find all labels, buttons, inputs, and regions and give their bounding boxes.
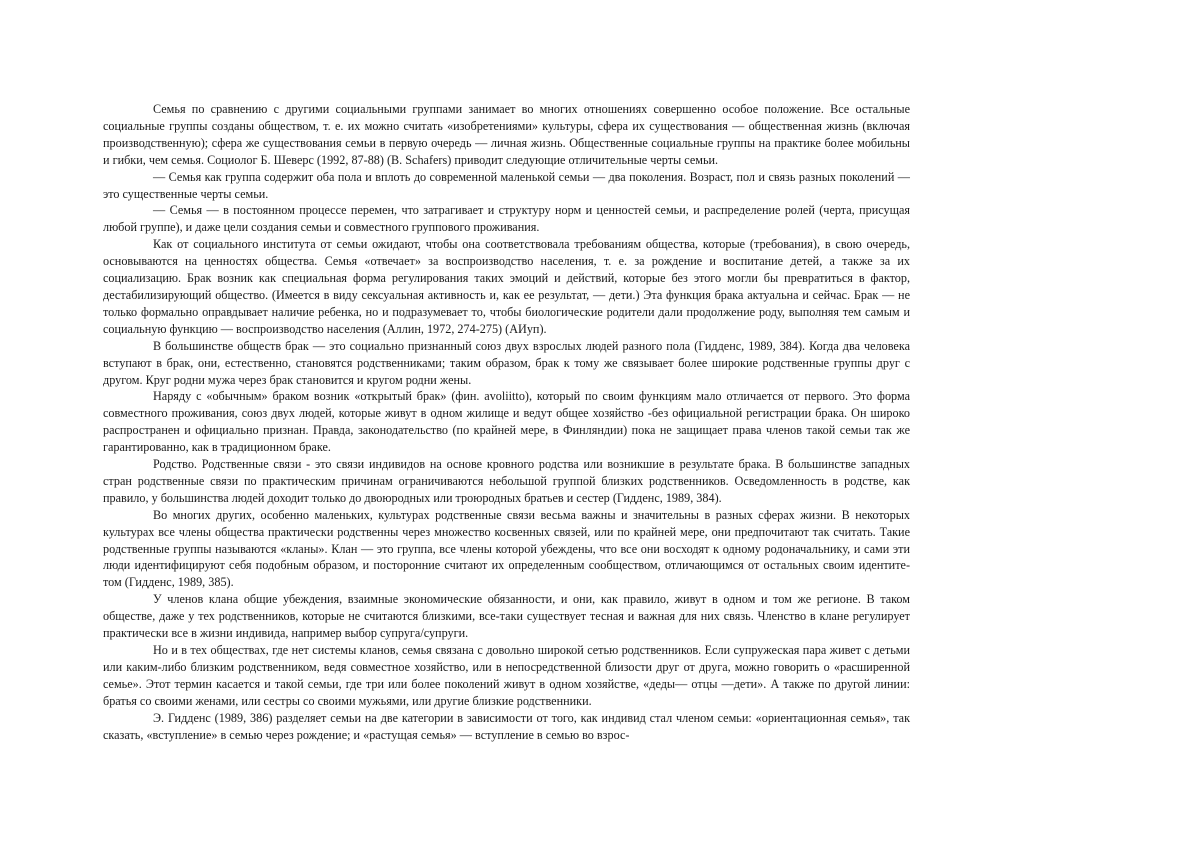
paragraph-1: Семья по сравнению с другими социальными группами занимает во многих отношениях совершенно особое положение. Все остальные социальные группы созданы обществом, т. е. их можно считать «изобретениями» культуры, сфера их существования — общественная жизнь (включая производственную); сфера же существования семьи в первую очередь — личная жизнь. Общественные социальные группы на практике более мобильны и гибки, чем семья. Социолог Б. Шеверс (1992, 87-88) (B. Schafers) приводит следующие отличительные черты семьи. xyxy=(103,102,910,167)
paragraph-7: Родство. Родственные связи - это связи индивидов на основе кровного родства или возникшие в результате брака. В большинстве западных стран родственные связи по практическим причинам ограничиваются небольшой группой близких родственников. Осведомленность в родстве, как правило, у большинства людей доходит только до двоюродных или троюродных братьев и сестер (Гидденс, 1989, 384). xyxy=(103,457,910,505)
paragraph-2: — Семья как группа содержит оба пола и вплоть до современной маленькой семьи — два поколения. Возраст, пол и связь разных поколений — это существенные черты семьи. xyxy=(103,169,910,201)
document-page xyxy=(103,101,910,743)
paragraph-11: Э. Гидденс (1989, 386) разделяет семьи на две категории в зависимости от того, как индивид стал членом семьи: «ориентационная семья», так сказать, «вступление» в семью через рождение; и «растущая семья» — вступление в семью во взрос- xyxy=(103,710,910,742)
paragraph-6: Наряду с «обычным» браком возник «открытый брак» (фин. avoliitto), который по своим функциям мало отличается от первого. Это форма совместного проживания, союз двух людей, которые живут в одном жилище и ведут общее хозяйство -без официальной регистрации брака. Он широко распространен и официально признан. Правда, законодательство (по крайней мере, в Финляндии) пока не защищает права членов такой семьи так же гарантированно, как в традиционном браке. xyxy=(103,389,910,455)
paragraph-9: У членов клана общие убеждения, взаимные экономические обязанности, и они, как правило, живут в одном и том же регионе. В таком обществе, даже у тех родственников, которые не считаются близкими, все-таки существует тесная и важная для них связь. Членство в клане регулирует практически все в жизни индивида, например выбор супруга/супруги. xyxy=(103,592,910,641)
paragraph-5: В большинстве обществ брак — это социально признанный союз двух взрослых людей разного пола (Гидденс, 1989, 384). Когда два человека вступают в брак, они, естественно, становятся родственниками; таким образом, брак к тому же связывает более широкие родственные группы друг с другом. Круг родни мужа через брак становится и кругом родни жены. xyxy=(103,338,910,387)
paragraph-8: Во многих других, особенно маленьких, культурах родственные связи весьма важны и значительны в разных сферах жизни. В некоторых культурах все члены общества практически родственны через множество косвенных связей, или по крайней мере, они предпочитают так считать. Такие родственные группы называются «кланы». Клан — это группа, все члены которой убеждены, что все они восходят к одному родоначальнику, и сами эти люди идентифицируют себя подобным образом, и посторонние считают их определенным сообществом, отличающимся от остальных своим идентите-том (Гидденс, 1989, 385). xyxy=(103,507,910,590)
paragraph-3: — Семья — в постоянном процессе перемен, что затрагивает и структуру норм и ценностей семьи, и распределение ролей (черта, присущая любой группе), и даже цели создания семьи и совместного группового проживания. xyxy=(103,203,910,235)
paragraph-10: Но и в тех обществах, где нет системы кланов, семья связана с довольно широкой сетью родственников. Если супружеская пара живет с детьми или каким-либо близким родственником, ведя совместное хозяйство, или в непосредственной близости друг от друга, можно говорить о «расширенной семье». Этот термин касается и такой семьи, где три или более поколений живут в одном хозяйстве, «деды— отцы —дети». А также по другой линии: братья со своими женами, или сестры со своими мужьями, или другие близкие родственники. xyxy=(103,643,910,708)
paragraph-4: Как от социального института от семьи ожидают, чтобы она соответствовала требованиям общества, которые (требования), в свою очередь, основываются на ценностях общества. Семья «отвечает» за воспроизводство населения, т. е. за рождение и воспитание детей, а также за их социализацию. Брак возник как специальная форма регулирования таких эмоций и действий, которые без этого могли бы превратиться в фактор, дестабилизирующий общество. (Имеется в виду сексуальная активность и, как ее результат, — дети.) Эта функция брака актуальна и сейчас. Брак — не только формально оправдывает наличие ребенка, но и подразумевает то, чтобы биологические родители дали продолжение роду, выполняя тем самым и социальную функцию — воспроизводство населения (Аллин, 1972, 274-275) (АИуп). xyxy=(103,237,910,336)
